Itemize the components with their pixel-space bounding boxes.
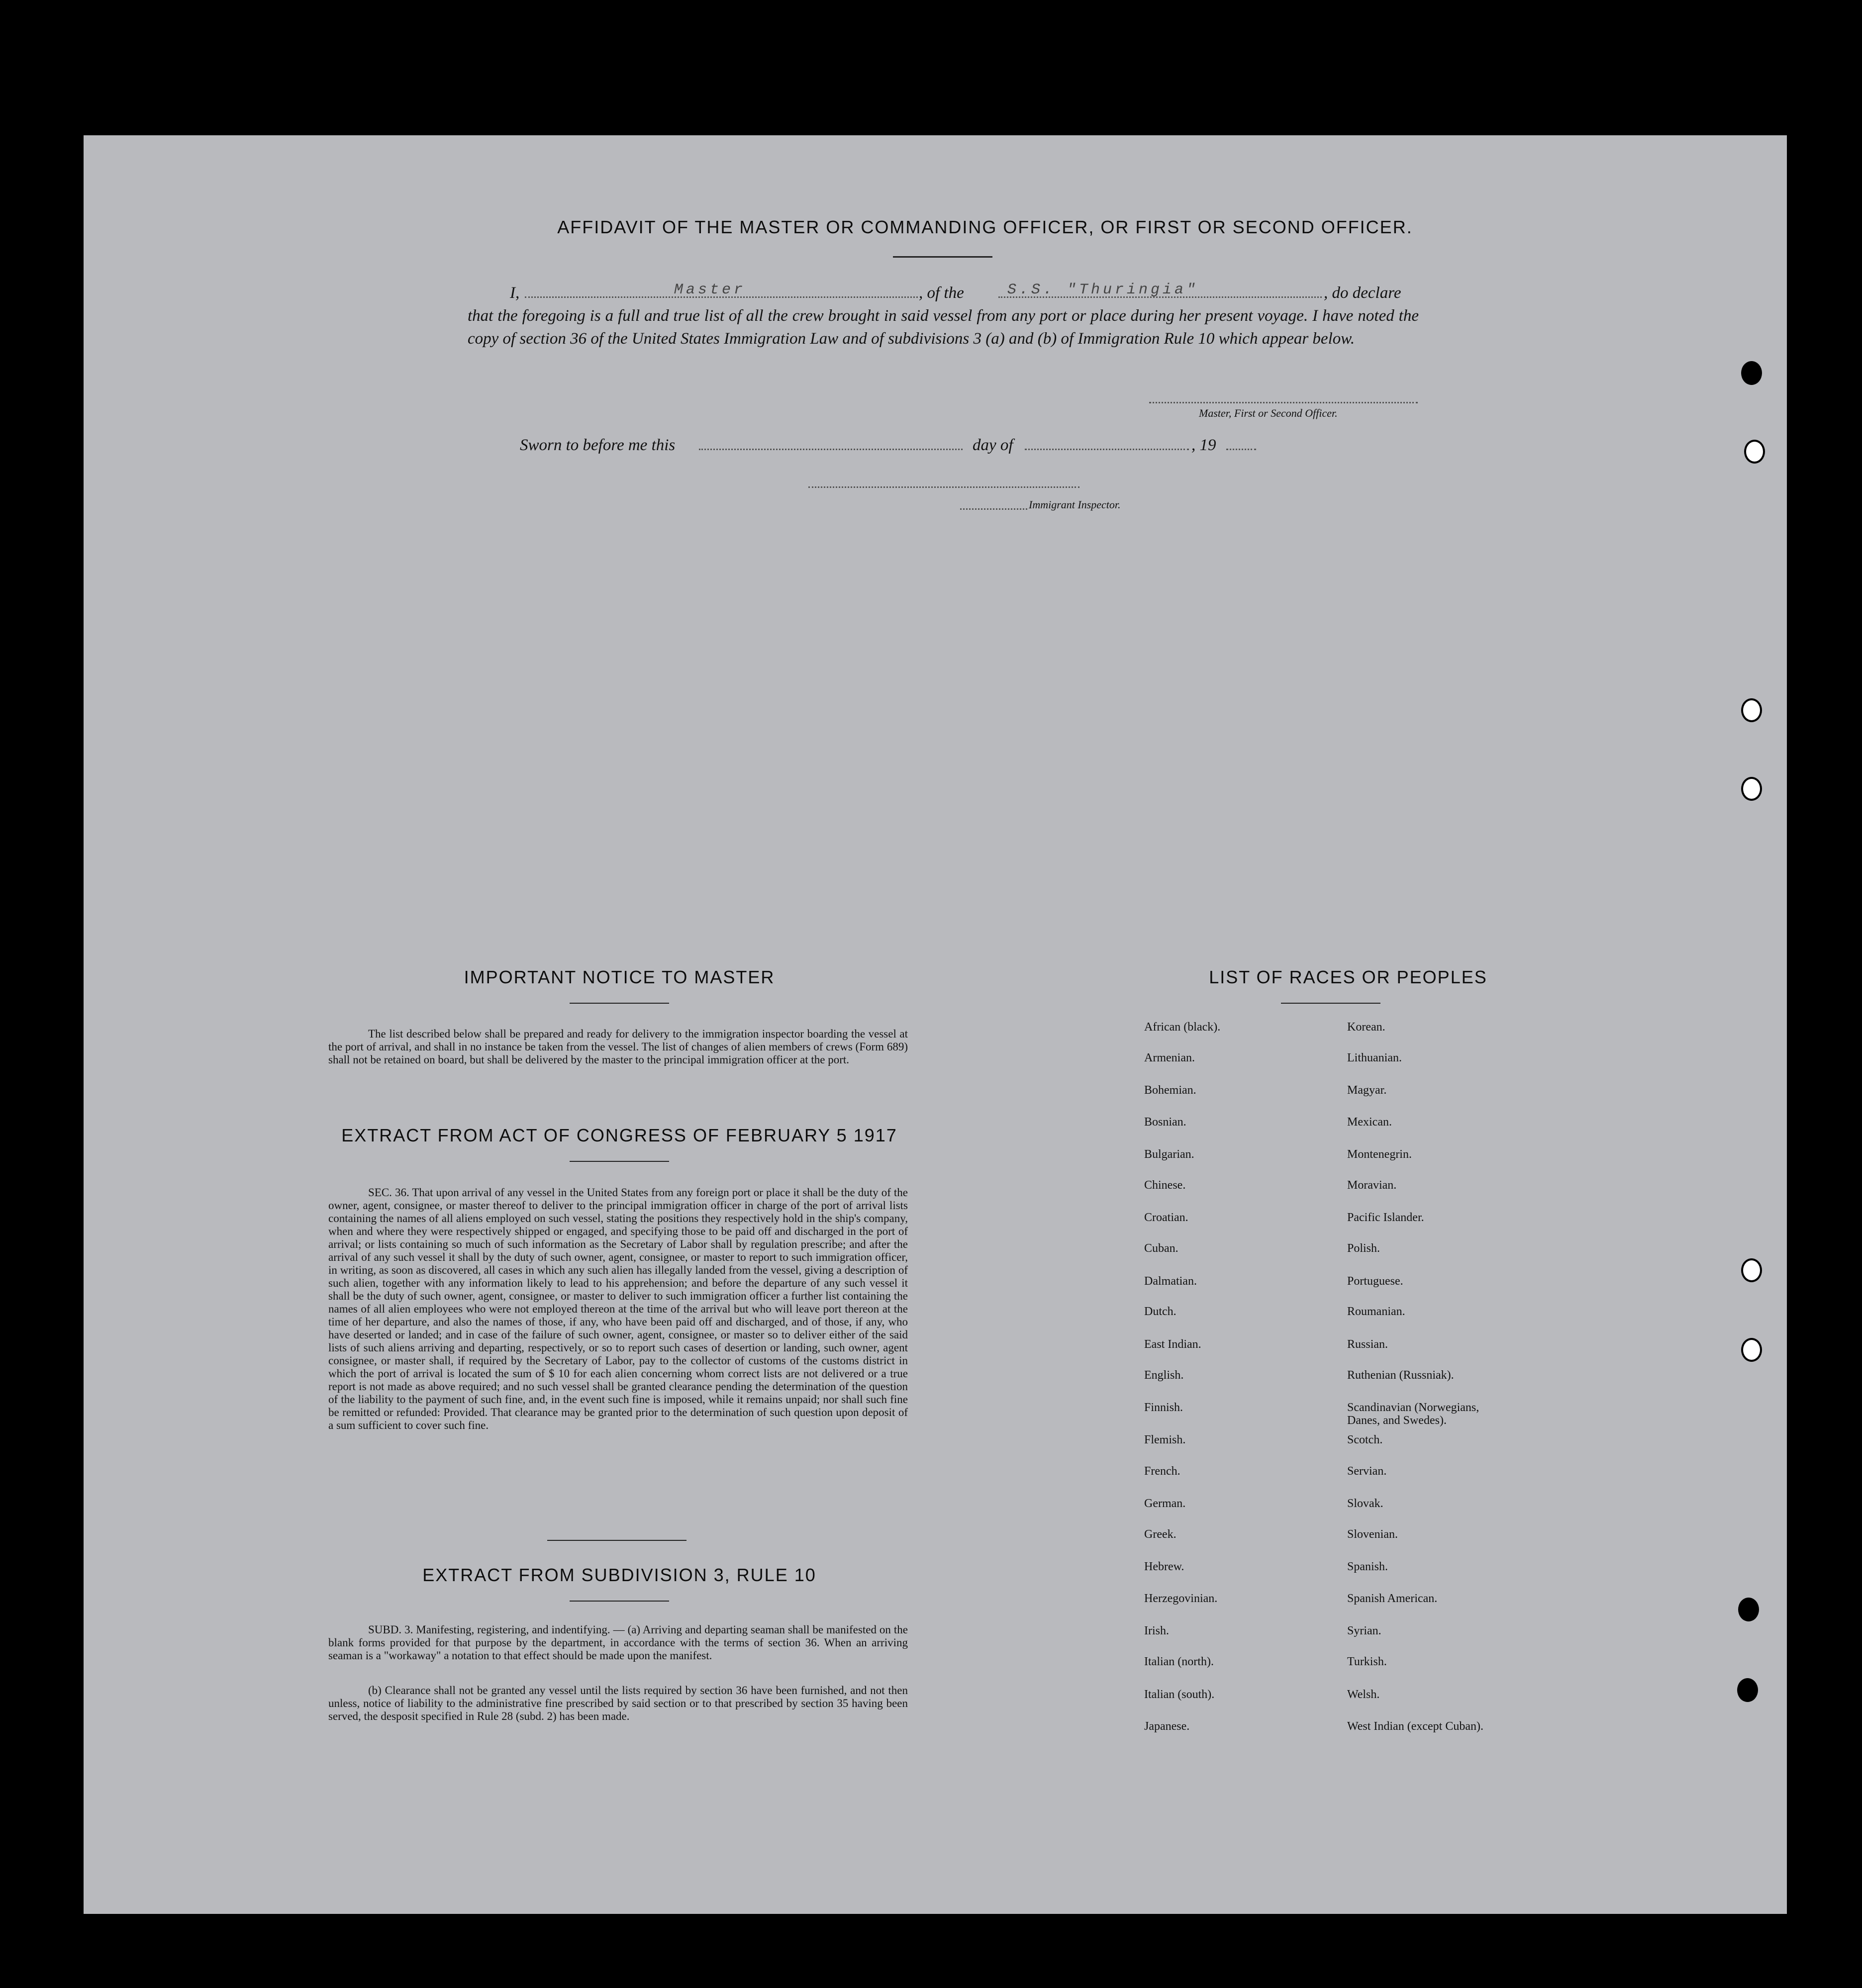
race-item: Dutch.: [1144, 1305, 1176, 1318]
signature-line: [1149, 402, 1418, 403]
binder-hole: [1737, 1678, 1758, 1702]
race-item: Syrian.: [1347, 1624, 1381, 1637]
inspector-line-short: [960, 508, 1027, 510]
inspector-caption: Immigrant Inspector.: [1029, 498, 1121, 511]
race-item: Scandinavian (Norwegians, Danes, and Swedes).: [1347, 1401, 1479, 1427]
race-item: Scotch.: [1347, 1433, 1383, 1446]
race-item: Moravian.: [1347, 1179, 1397, 1192]
binder-hole: [1741, 1258, 1762, 1282]
sworn-month-blank: [1025, 449, 1189, 450]
race-item: Welsh.: [1347, 1688, 1380, 1701]
rule-para-a: SUBD. 3. Manifesting, registering, and indentifying. — (a) Arriving and departing seaman shall be manifested on the blank forms provided for that purpose by the department, in accordance with the terms of section 36. When an arriving seaman is a "workaway" a notation to that effect should be made upon the manifest.: [328, 1623, 908, 1662]
race-item: French.: [1144, 1465, 1180, 1478]
race-item: Mexican.: [1347, 1116, 1392, 1129]
race-item: Chinese.: [1144, 1179, 1186, 1192]
sworn-day-of: day of: [973, 436, 1013, 454]
binder-hole: [1741, 698, 1762, 722]
race-item: Bohemian.: [1144, 1084, 1196, 1097]
sworn-year-blank: [1226, 449, 1256, 450]
races-title: LIST OF RACES OR PEOPLES: [1209, 967, 1487, 987]
race-item: Flemish.: [1144, 1433, 1186, 1446]
inspector-line: [808, 486, 1079, 488]
binder-hole: [1741, 361, 1762, 385]
sworn-prefix: Sworn to before me this: [520, 436, 676, 454]
race-item: Dalmatian.: [1144, 1275, 1197, 1288]
race-item: Roumanian.: [1347, 1305, 1405, 1318]
title-divider: [893, 256, 992, 258]
race-item: Magyar.: [1347, 1084, 1387, 1097]
races-divider: [1281, 1003, 1380, 1004]
binder-hole: [1744, 440, 1765, 464]
race-item: Bosnian.: [1144, 1116, 1186, 1129]
rule-title: EXTRACT FROM SUBDIVISION 3, RULE 10: [422, 1565, 816, 1585]
act-body: SEC. 36. That upon arrival of any vessel in the United States from any foreign port or place it shall be the duty of the owner, agent, consignee, or master thereof to deliver to the principal immigration officer in charge of the port of arrival lists containing the names of all aliens employed on such vessel, stating the positions they respectively hold in the ship's company, when and where they were respectively shipped or engaged, and specifying those to be paid off and discharged in the port of arrival; or lists containing so much of such information as the Secretary of Labor shall by regulation prescribe; and after the arrival of any such vessel it shall by the duty of such owner, agent, consignee, or master to report to such immigration officer, in writing, as soon as discovered, all cases in which any such alien has illegally landed from the vessel, giving a description of such alien, together with any information likely to lead to his apprehension; and before the departure of any such vessel it shall be the duty of such owner, agent, consignee, or master to deliver to such immigration officer a further list containing the names of all alien employees who were not employed thereon at the time of the arrival but who will leave port thereon at the time of her departure, and also the names of those, if any, who have been paid off and discharged, and of those, if any, who have deserted or landed; and in case of the failure of such owner, agent, consignee, or master so to deliver either of the said lists of such aliens arriving and departing, respectively, or so to report such cases of desertion or landing, such owner, agent consignee, or master shall, if required by the Secretary of Labor, pay to the collector of customs of the customs district in which the port of arrival is located the sum of $ 10 for each alien concerning whom correct lists are not delivered or a true report is not made as above required; and no such vessel shall be granted clearance pending the determination of the question of the liability to the payment of such fine, and, in the event such fine is imposed, while it remains unpaid; nor shall such fine be remitted or refunded: Provided. That clearance may be granted prior to the determination of such question upon deposit of a sum sufficient to cover such fine.: [328, 1186, 908, 1431]
typed-name: Master: [674, 282, 746, 298]
race-item: Servian.: [1347, 1465, 1387, 1478]
binder-hole: [1741, 777, 1762, 801]
race-item: English.: [1144, 1369, 1184, 1382]
race-item: Armenian.: [1144, 1051, 1195, 1064]
affidavit-i: I,: [510, 284, 520, 302]
race-item: Montenegrin.: [1347, 1148, 1412, 1161]
race-item: Bulgarian.: [1144, 1148, 1194, 1161]
race-item: Greek.: [1144, 1528, 1176, 1541]
race-item: Herzegovinian.: [1144, 1592, 1218, 1605]
race-item: Italian (south).: [1144, 1688, 1215, 1701]
race-item: Irish.: [1144, 1624, 1169, 1637]
race-item: Korean.: [1347, 1021, 1385, 1034]
affidavit-line-1: [510, 282, 1420, 304]
act-divider: [570, 1161, 669, 1162]
affidavit-of-the: , of the: [919, 284, 964, 302]
rule-divider: [570, 1601, 669, 1602]
race-item: African (black).: [1144, 1021, 1221, 1034]
race-item: Portuguese.: [1347, 1275, 1403, 1288]
rule-para-b: (b) Clearance shall not be granted any vessel until the lists required by section 36 have been furnished, and not then unless, notice of liability to the administrative fine prescribed by said section or to that prescribed by section 35 having been served, the desposit specified in Rule 28 (subd. 2) has been made.: [328, 1684, 908, 1722]
race-item: German.: [1144, 1497, 1186, 1510]
affidavit-body: that the foregoing is a full and true list of all the crew brought in said vessel from any port or place during her present voyage. I have noted the copy of section 36 of the United States Immigration Law and of subdivisions 3 (a) and (b) of Immigration Rule 10 which appear below.: [468, 307, 1419, 348]
race-item: Slovenian.: [1347, 1528, 1398, 1541]
race-item: West Indian (except Cuban).: [1347, 1720, 1483, 1733]
race-item: Lithuanian.: [1347, 1051, 1402, 1064]
race-item: Japanese.: [1144, 1720, 1190, 1733]
notice-title: IMPORTANT NOTICE TO MASTER: [464, 967, 775, 987]
sworn-line: [520, 434, 1266, 457]
race-item: Pacific Islander.: [1347, 1211, 1424, 1224]
race-item: Croatian.: [1144, 1211, 1188, 1224]
race-item: Spanish American.: [1347, 1592, 1438, 1605]
race-item: Russian.: [1347, 1338, 1388, 1351]
race-item: Italian (north).: [1144, 1655, 1214, 1668]
notice-body: The list described below shall be prepared and ready for delivery to the immigration inspector boarding the vessel at the port of arrival, and shall in no instance be taken from the vessel. The list of changes of alien members of crews (Form 689) shall not be retained on board, but shall be delivered by the master to the principal immigration officer at the port.: [328, 1028, 908, 1066]
race-item: Finnish.: [1144, 1401, 1183, 1414]
sworn-day-blank: [699, 449, 963, 450]
race-item: Hebrew.: [1144, 1560, 1184, 1573]
race-item: Turkish.: [1347, 1655, 1387, 1668]
race-item: Cuban.: [1144, 1242, 1178, 1255]
notice-divider: [570, 1003, 669, 1004]
binder-hole: [1741, 1338, 1762, 1362]
race-item: East Indian.: [1144, 1338, 1201, 1351]
rule-top-divider: [547, 1540, 686, 1541]
affidavit-declare: , do declare: [1324, 284, 1401, 302]
sworn-year: , 19: [1191, 436, 1216, 454]
typed-vessel: S.S. "Thuringia": [1007, 282, 1199, 298]
binder-hole: [1738, 1598, 1759, 1621]
signature-caption: Master, First or Second Officer.: [1199, 407, 1338, 419]
race-item: Polish.: [1347, 1242, 1380, 1255]
race-item: Spanish.: [1347, 1560, 1388, 1573]
race-item: Slovak.: [1347, 1497, 1383, 1510]
race-item: Ruthenian (Russniak).: [1347, 1369, 1454, 1382]
affidavit-title: AFFIDAVIT OF THE MASTER OR COMMANDING OFFICER, OR FIRST OR SECOND OFFICER.: [557, 217, 1413, 237]
act-title: EXTRACT FROM ACT OF CONGRESS OF FEBRUARY 5 1917: [341, 1125, 897, 1145]
